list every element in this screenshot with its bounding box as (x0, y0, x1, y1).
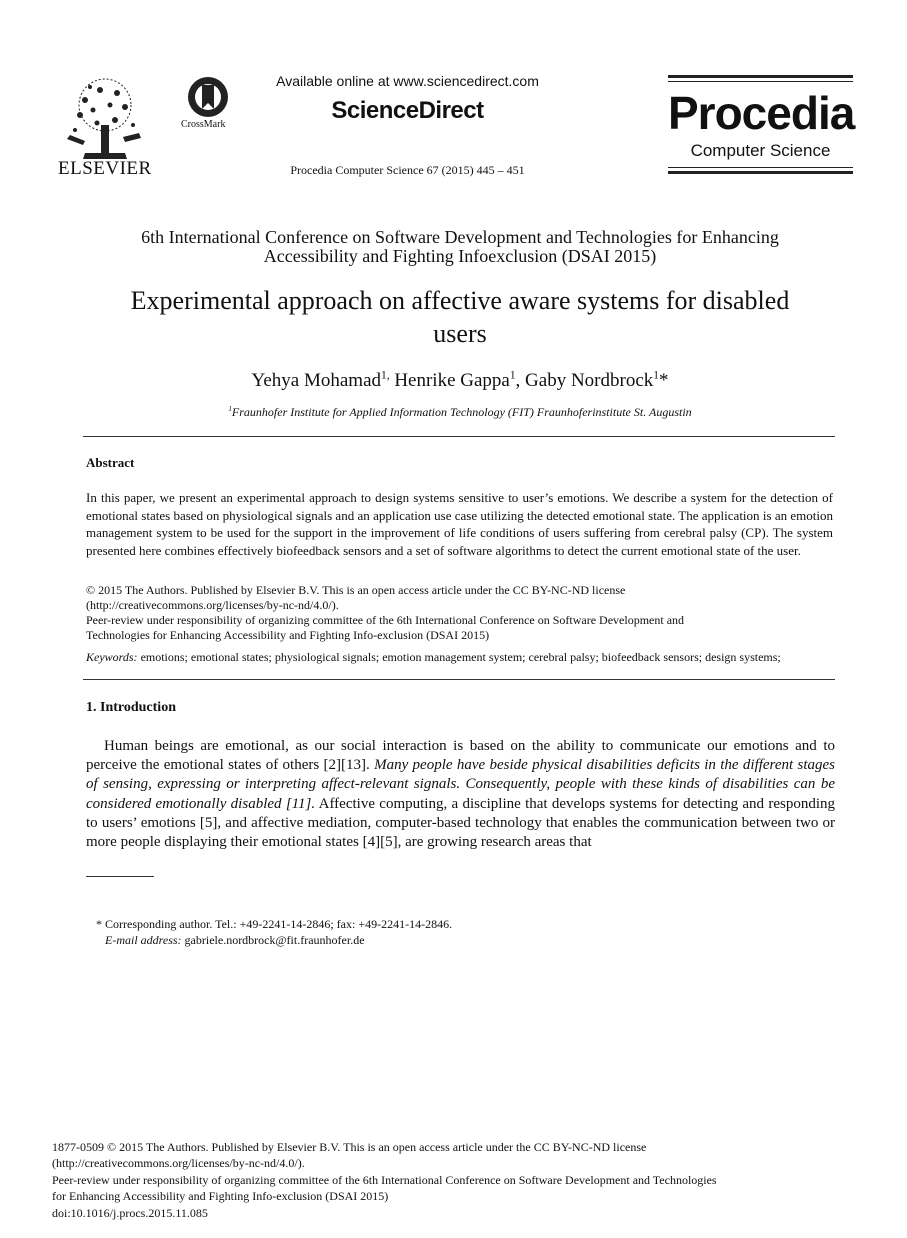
procedia-bottom-rule (668, 171, 853, 174)
keywords-text: emotions; emotional states; physiological signals; emotion management system; cerebral palsy; biofeedback sensors; design systems; (137, 650, 781, 664)
conference-name-line2: Accessibility and Fighting Infoexclusion (DSAI 2015) (263, 246, 657, 266)
license-link[interactable]: (http://creativecommons.org/licenses/by-nc-nd/4.0/). (52, 1156, 305, 1170)
issn-line: 1877-0509 © 2015 The Authors. Published by Elsevier B.V. This is an open access article under the CC BY-NC-ND license (52, 1140, 647, 1154)
intro-italic-text: Many people have beside physical disabilities deficits in the different stages of sensing, expressing or interpreting affect-relevant signals. Consequently, people with these kinds of disabilities can be considered emotionally disabled [11]. (86, 757, 835, 812)
available-online-text[interactable]: Available online at www.sciencedirect.com (276, 73, 539, 89)
abstract-heading: Abstract (86, 455, 135, 470)
affiliation-mark: 1 (509, 369, 516, 382)
paper-title-line1: Experimental approach on affective aware systems for disabled (130, 286, 790, 315)
divider (83, 679, 835, 680)
author-list (60, 370, 860, 392)
procedia-top-rule (668, 75, 853, 78)
email-note (105, 933, 365, 948)
sciencedirect-wordmark: ScienceDirect (331, 97, 484, 124)
author-name: Yehya Mohamad (251, 370, 382, 391)
paper-title-line2: users (433, 319, 487, 348)
affiliation-text: Fraunhofer Institute for Applied Information Technology (FIT) Fraunhoferinstitute St. Augustin (231, 405, 692, 419)
procedia-bottom-rule-thin (668, 167, 853, 168)
procedia-logo (668, 75, 853, 175)
peer-review-line: Peer-review under responsibility of organizing committee of the 6th International Conference on Software Development and Technologies (52, 1173, 717, 1187)
peer-review-line: Peer-review under responsibility of organizing committee of the 6th International Conference on Software Development and (86, 613, 685, 627)
procedia-wordmark: Procedia (668, 87, 855, 139)
intro-text: Affective computing, a discipline that develops systems for detecting and responding to users’ emotions [5], and affective mediation, computer-based technology that enables the communication between two or more people displaying their emotional states [4][5], are growing research areas that (86, 795, 836, 851)
corresponding-mark: * (658, 370, 669, 391)
intro-paragraph (86, 737, 835, 852)
elsevier-wordmark: ELSEVIER (58, 158, 152, 179)
peer-review-line: Technologies for Enhancing Accessibility and Fighting Info-exclusion (DSAI 2015) (86, 628, 490, 642)
affiliation (60, 405, 860, 420)
footnote-rule (86, 876, 154, 877)
crossmark-label: CrossMark (181, 119, 226, 130)
divider (83, 436, 835, 437)
author-name: Gaby Nordbrock (525, 370, 654, 391)
doi[interactable]: doi:10.1016/j.procs.2015.11.085 (52, 1206, 208, 1220)
email-address[interactable]: gabriele.nordbrock@fit.fraunhofer.de (181, 933, 365, 947)
copyright-line: © 2015 The Authors. Published by Elsevier B.V. This is an open access article under the CC BY-NC-ND license (86, 583, 626, 597)
procedia-subtitle: Computer Science (690, 141, 831, 160)
keywords-label: Keywords: (86, 650, 138, 664)
peer-review-line: for Enhancing Accessibility and Fighting Info-exclusion (DSAI 2015) (52, 1189, 389, 1203)
section-heading: 1. Introduction (86, 700, 176, 715)
affiliation-mark: 1 (653, 369, 659, 382)
affiliation-mark: 1, (381, 369, 390, 382)
keywords (86, 650, 833, 665)
license-link[interactable]: (http://creativecommons.org/licenses/by-nc-nd/4.0/). (86, 598, 339, 612)
abstract-body: In this paper, we present an experimental approach to design systems sensitive to user’s emotions. We describe a system for the detection of emotional states based on physiological signals and an application use case utilizing the detected emotional state. The application is an emotion management system to be used for the support in the improvement of life conditions of users suffering from cerebral palsy (CP). The system presented here combines effectively biofeedback sensors and a set of software algorithms to detect the current emotional state of the user. (86, 490, 833, 558)
intro-text: Human beings are emotional, as our social interaction is based on the ability to communicate our emotions and to perceive the emotional states of others [2][13]. (86, 738, 835, 774)
email-label: E-mail address: (105, 933, 182, 947)
affiliation-mark: 1 (228, 405, 232, 413)
journal-citation: Procedia Computer Science 67 (2015) 445 – 451 (290, 163, 525, 177)
conference-name-line1: 6th International Conference on Software Development and Technologies for Enhancing (141, 227, 779, 247)
corresponding-author-note: * Corresponding author. Tel.: +49-2241-14-2846; fax: +49-2241-14-2846. (96, 917, 453, 931)
procedia-top-rule-thin (668, 81, 853, 82)
author-name: Henrike Gappa (394, 370, 510, 391)
author-separator: , (515, 370, 526, 391)
